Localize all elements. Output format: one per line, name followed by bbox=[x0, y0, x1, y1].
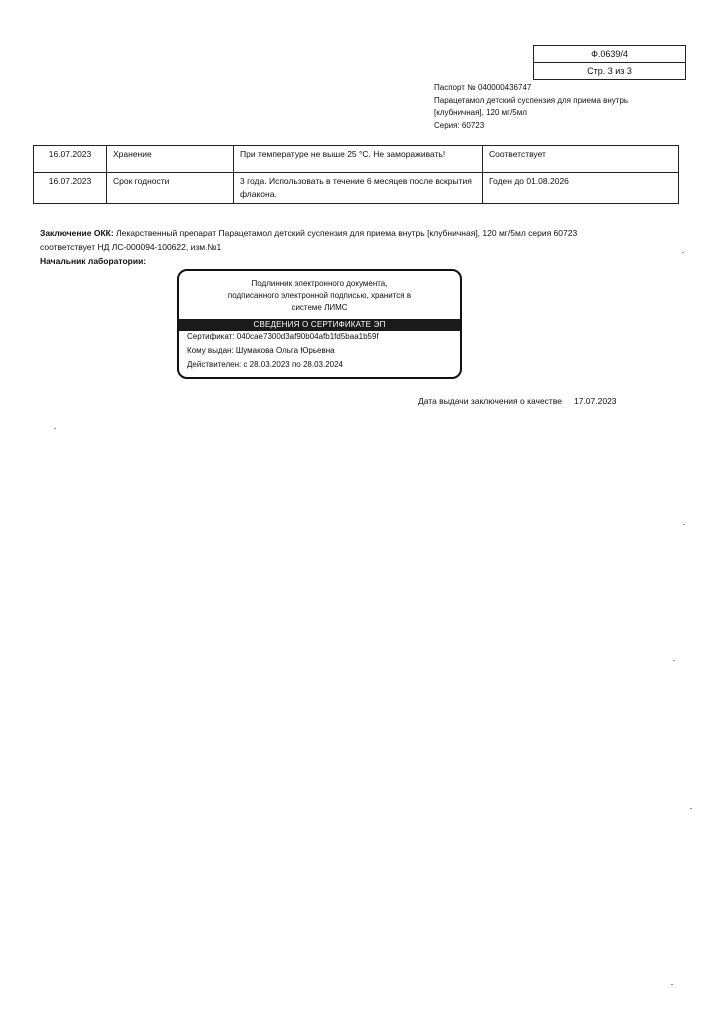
page-number: Стр. 3 из 3 bbox=[534, 62, 685, 79]
scan-speck bbox=[671, 984, 673, 985]
conclusion bbox=[40, 227, 600, 254]
stamp-line3: системе ЛИМС bbox=[291, 303, 348, 312]
passport-header bbox=[434, 82, 644, 132]
stamp-header bbox=[179, 271, 460, 319]
form-code-box bbox=[533, 45, 686, 80]
series: Серия: 60723 bbox=[434, 120, 485, 130]
cell-date: 16.07.2023 bbox=[34, 173, 107, 204]
passport-number: Паспорт № 040000436747 bbox=[434, 83, 532, 92]
cell-indicator: Хранение bbox=[107, 146, 234, 173]
issue-date: 17.07.2023 bbox=[573, 396, 617, 406]
scan-speck bbox=[682, 252, 684, 253]
issue-date-label: Дата выдачи заключения о качестве bbox=[418, 396, 562, 406]
certificate-id: Сертификат: 040cae7300d3af90b04afb1fd5baa1b59f bbox=[187, 332, 379, 341]
results-table bbox=[33, 145, 679, 204]
cell-requirement: При температуре не выше 25 °С. Не замораживать! bbox=[234, 146, 483, 173]
cell-date: 16.07.2023 bbox=[34, 146, 107, 173]
conclusion-label: Заключение ОКК: bbox=[40, 228, 114, 238]
issued-to: Кому выдан: Шумакова Ольга Юрьевна bbox=[187, 346, 335, 355]
table-row bbox=[34, 146, 679, 173]
cell-indicator: Срок годности bbox=[107, 173, 234, 204]
scan-speck bbox=[683, 524, 685, 525]
chief-label: Начальник лаборатории: bbox=[40, 256, 147, 266]
table-row bbox=[34, 173, 679, 204]
scan-speck bbox=[690, 808, 692, 809]
form-code: Ф.0639/4 bbox=[591, 49, 628, 59]
scan-speck bbox=[54, 428, 56, 429]
stamp-line2: подписанного электронной подписью, хранится в bbox=[227, 291, 412, 300]
cell-result: Соответствует bbox=[483, 146, 679, 173]
validity-period: Действителен: с 28.03.2023 по 28.03.2024 bbox=[187, 360, 343, 369]
cell-result: Годен до 01.08.2026 bbox=[483, 173, 679, 204]
product-name-line1: Парацетамол детский суспензия для приема внутрь bbox=[434, 95, 629, 105]
esign-stamp bbox=[177, 269, 462, 379]
conclusion-text: Лекарственный препарат Парацетамол детский суспензия для приема внутрь [клубничная], 120 мг/5мл серия 60723 соответствует НД ЛС-000094-100622, изм.№1 bbox=[40, 228, 578, 252]
certificate-band: СВЕДЕНИЯ О СЕРТИФИКАТЕ ЭП bbox=[179, 319, 460, 331]
scan-speck bbox=[673, 660, 675, 661]
issue-date-line bbox=[418, 396, 617, 406]
cell-requirement: 3 года. Использовать в течение 6 месяцев после вскрытия флакона. bbox=[234, 173, 483, 204]
product-name-line2: [клубничная], 120 мг/5мл bbox=[434, 108, 527, 117]
stamp-line1: Подлинник электронного документа, bbox=[251, 279, 388, 288]
